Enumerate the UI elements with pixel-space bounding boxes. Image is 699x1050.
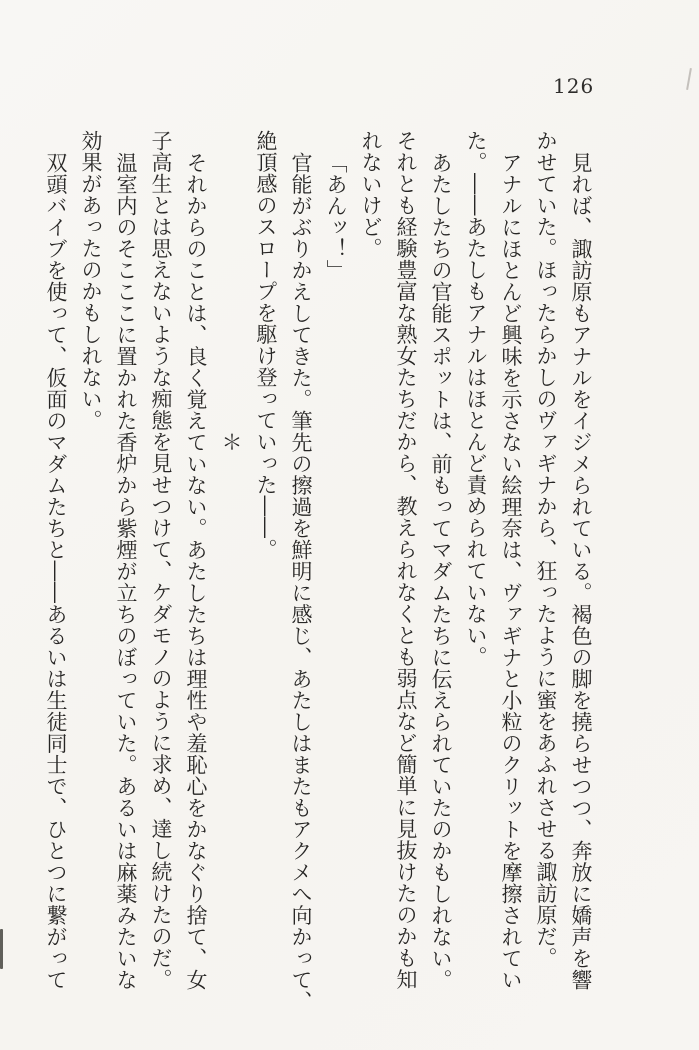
text-line: 子高生とは思えないような痴態を見せつけて、ケダモノのように求め、達し続けたのだ。 xyxy=(149,130,173,990)
dialogue-line: 「あんッ！」 xyxy=(324,152,348,281)
text-line: かせていた。ほったらかしのヴァギナから、狂ったように蜜をあふれさせる諏訪原だ。 xyxy=(534,130,558,969)
text-line: 見れば、諏訪原もアナルをイジメられている。褐色の脚を撓らせつつ、奔放に嬌声を響 xyxy=(569,152,593,991)
text-line: 温室内のそこここに置かれた香炉から紫煙が立ちのぼっていた。あるいは麻薬みたいな xyxy=(114,152,138,991)
text-line: れないけど。 xyxy=(359,130,383,259)
text-line: それとも経験豊富な熟女たちだから、教えられなくとも弱点など簡単に見抜けたのかも知 xyxy=(394,130,418,990)
scan-artifact-right xyxy=(686,68,692,90)
page-number: 126 xyxy=(553,74,595,98)
text-line: それからのことは、良く覚えていない。あたしたちは理性や羞恥心をかなぐり捨て、女 xyxy=(184,152,208,991)
text-line: あたしたちの官能スポットは、前もってマダムたちに伝えられていたのかもしれない。 xyxy=(429,152,453,991)
section-separator: ＊ xyxy=(219,431,243,453)
text-line: 官能がぶりかえしてきた。筆先の擦過を鮮明に感じ、あたしはまたもアクメへ向かって、 xyxy=(289,152,313,1012)
text-line: 絶頂感のスロープを駆け登っていった――。 xyxy=(254,130,278,560)
scan-artifact-left xyxy=(0,929,3,969)
text-line: た。――あたしもアナルはほとんど責められていない。 xyxy=(464,130,488,668)
text-line: アナルにほとんど興味を示さない絵理奈は、ヴァギナと小粒のクリットを摩擦されてい xyxy=(499,152,523,991)
text-line: 双頭バイブを使って、仮面のマダムたちと――あるいは生徒同士で、ひとつに繋がって xyxy=(44,152,68,991)
body-text xyxy=(38,130,598,1012)
text-line: 効果があったのかもしれない。 xyxy=(79,130,103,431)
